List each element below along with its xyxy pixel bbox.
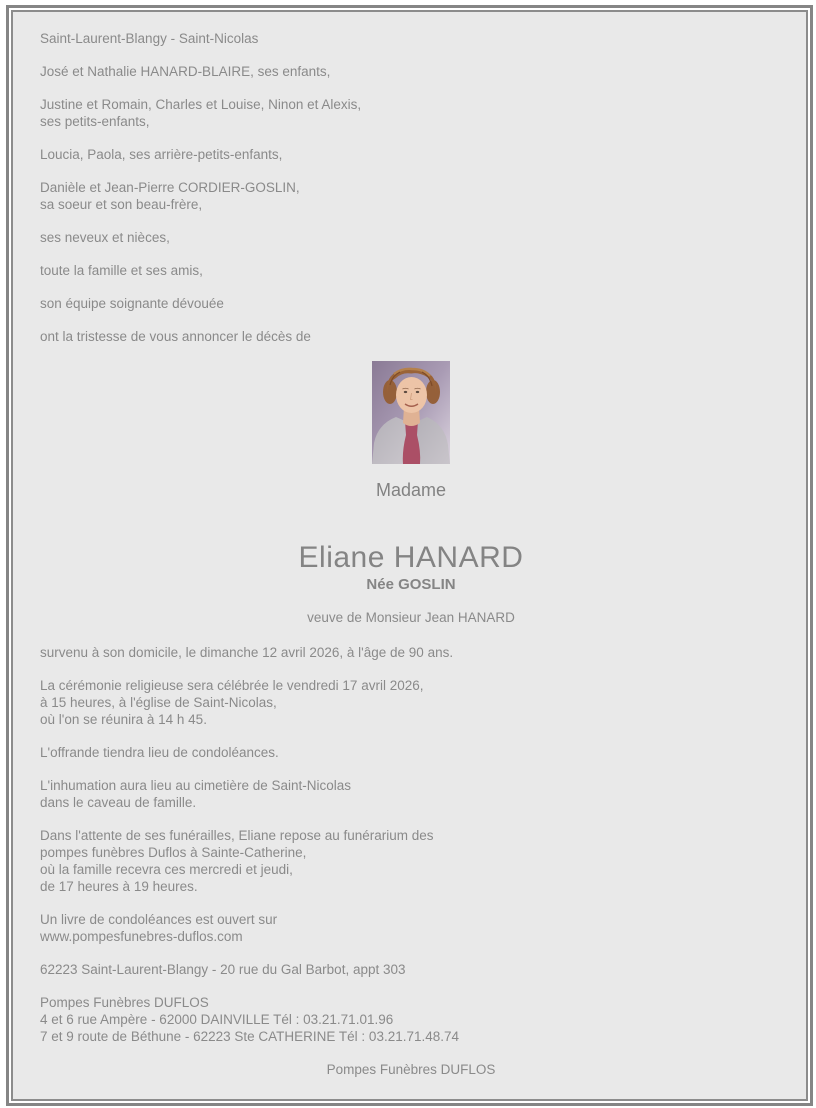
- burial-line-1: L'inhumation aura lieu au cimetière de Saint-Nicolas: [40, 778, 351, 793]
- repose-line-2: pompes funèbres Duflos à Sainte-Catherine,: [40, 845, 307, 860]
- deceased-name: Eliane HANARD: [298, 541, 524, 574]
- funeral-home-signature: Pompes Funèbres DUFLOS: [326, 1062, 496, 1077]
- death-circumstances-line: survenu à son domicile, le dimanche 12 avril 2026, à l'âge de 90 ans.: [40, 645, 454, 660]
- burial-paragraph: [40, 777, 782, 811]
- repose-line-4: de 17 heures à 19 heures.: [40, 879, 198, 894]
- deceased-address-line: 62223 Saint-Laurent-Blangy - 20 rue du Gal Barbot, appt 303: [40, 962, 406, 977]
- offering-line: L'offrande tiendra lieu de condoléances.: [40, 745, 279, 760]
- left-eye: [404, 391, 407, 393]
- ceremony-line-1: La cérémonie religieuse sera célébrée le vendredi 17 avril 2026,: [40, 678, 424, 693]
- grandchildren-paragraph: [40, 96, 782, 130]
- funeral-home-name: Pompes Funèbres DUFLOS: [40, 995, 209, 1010]
- burial-line-2: dans le caveau de famille.: [40, 795, 197, 810]
- right-eye: [416, 391, 419, 393]
- sister-line-2: sa soeur et son beau-frère,: [40, 197, 203, 212]
- nephews-line: ses neveux et nièces,: [40, 230, 170, 245]
- repose-line-3: où la famille recevra ces mercredi et jeudi,: [40, 862, 293, 877]
- ceremony-line-2: à 15 heures, à l'église de Saint-Nicolas,: [40, 695, 277, 710]
- repose-line-1: Dans l'attente de ses funérailles, Eliane repose au funérarium des: [40, 828, 434, 843]
- family-friends-line: toute la famille et ses amis,: [40, 263, 203, 278]
- condolence-book-line-1: Un livre de condoléances est ouvert sur: [40, 912, 278, 927]
- great-grandchildren-line: Loucia, Paola, ses arrière-petits-enfants,: [40, 147, 283, 162]
- condolence-book-paragraph: [40, 911, 782, 945]
- deceased-title: Madame: [375, 480, 447, 500]
- ceremony-paragraph: [40, 677, 782, 728]
- children-line: José et Nathalie HANARD-BLAIRE, ses enfants,: [40, 64, 331, 79]
- hair-right: [426, 380, 440, 404]
- care-team-line: son équipe soignante dévouée: [40, 296, 224, 311]
- funeral-home-address-1: 4 et 6 rue Ampère - 62000 DAINVILLE Tél : 03.21.71.01.96: [40, 1012, 394, 1027]
- condolence-book-url: www.pompesfunebres-duflos.com: [40, 929, 243, 944]
- grandchildren-line-1: Justine et Romain, Charles et Louise, Ninon et Alexis,: [40, 97, 362, 112]
- ceremony-line-3: où l'on se réunira à 14 h 45.: [40, 712, 207, 727]
- announcement-line: ont la tristesse de vous annoncer le décès de: [40, 329, 311, 344]
- funeral-home-block: [40, 994, 782, 1045]
- repose-paragraph: [40, 827, 782, 895]
- grandchildren-line-2: ses petits-enfants,: [40, 114, 150, 129]
- widow-of-line: veuve de Monsieur Jean HANARD: [307, 610, 515, 625]
- sister-line-1: Danièle et Jean-Pierre CORDIER-GOSLIN,: [40, 180, 300, 195]
- portrait-photo: [372, 361, 450, 464]
- funeral-home-address-2: 7 et 9 route de Béthune - 62223 Ste CATHERINE Tél : 03.21.71.48.74: [40, 1029, 460, 1044]
- maiden-name: Née GOSLIN: [366, 576, 456, 593]
- outer-border-frame: [6, 5, 813, 1106]
- location-line: Saint-Laurent-Blangy - Saint-Nicolas: [40, 31, 259, 46]
- inner-border-frame: [11, 10, 808, 1101]
- sister-paragraph: [40, 179, 782, 213]
